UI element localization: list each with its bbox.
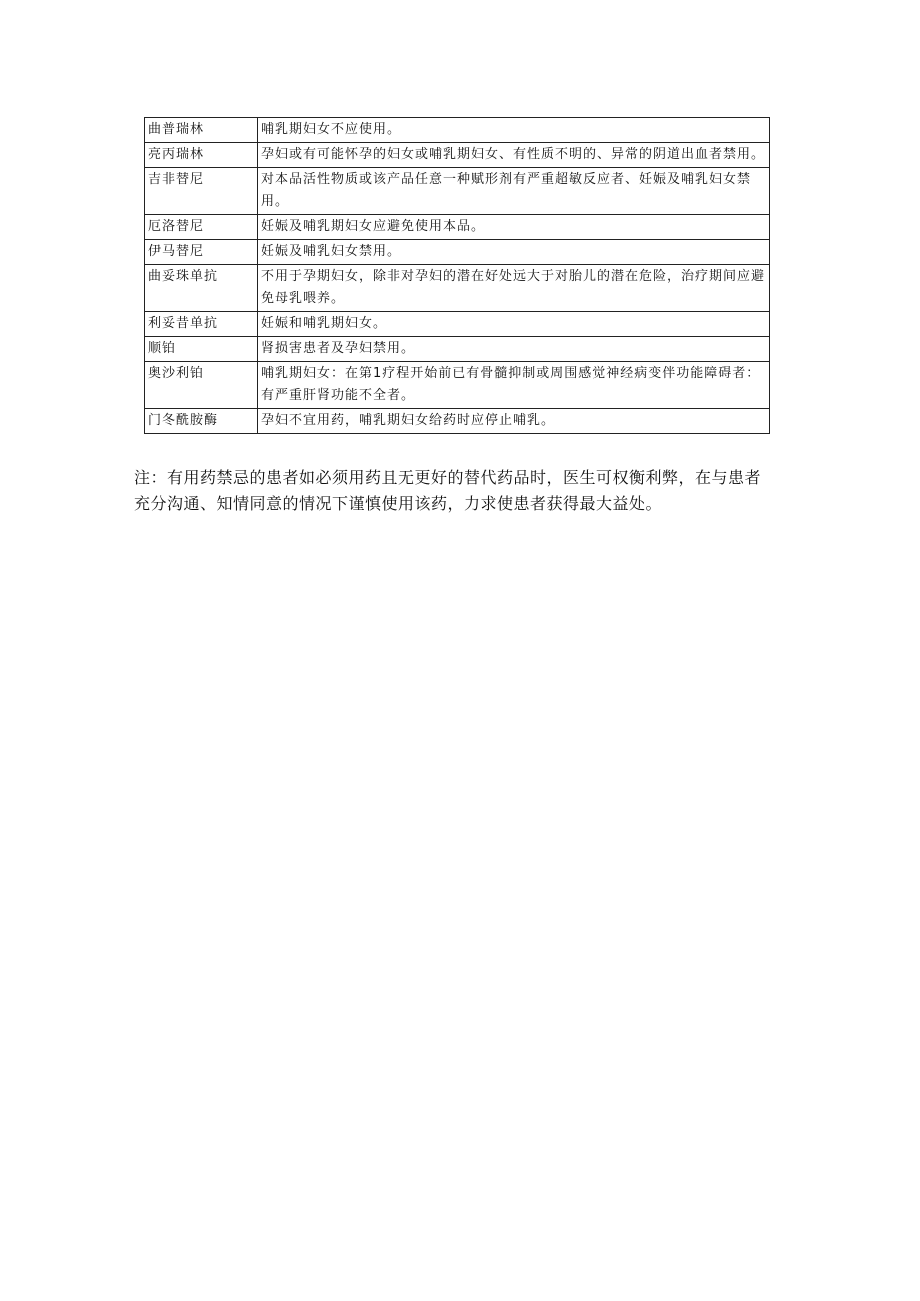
drug-name-cell: 利妥昔单抗 <box>145 312 258 337</box>
table-row <box>145 215 770 240</box>
table-row <box>145 265 770 312</box>
contraindication-table <box>144 117 770 434</box>
table-row <box>145 409 770 434</box>
contraindication-cell: 妊娠及哺乳期妇女应避免使用本品。 <box>258 215 770 240</box>
table-row <box>145 362 770 409</box>
drug-name-cell: 曲妥珠单抗 <box>145 265 258 312</box>
contraindication-cell: 哺乳期妇女不应使用。 <box>258 118 770 143</box>
contraindication-cell: 不用于孕期妇女，除非对孕妇的潜在好处远大于对胎儿的潜在危险，治疗期间应避免母乳喂养。 <box>258 265 770 312</box>
drug-name-cell: 门冬酰胺酶 <box>145 409 258 434</box>
drug-name-cell: 厄洛替尼 <box>145 215 258 240</box>
contraindication-cell: 妊娠及哺乳妇女禁用。 <box>258 240 770 265</box>
drug-name-cell: 顺铂 <box>145 337 258 362</box>
contraindication-cell: 哺乳期妇女：在第1疗程开始前已有骨髓抑制或周围感觉神经病变伴功能障碍者：有严重肝肾功能不全者。 <box>258 362 770 409</box>
contraindication-cell: 肾损害患者及孕妇禁用。 <box>258 337 770 362</box>
contraindication-cell: 孕妇不宜用药，哺乳期妇女给药时应停止哺乳。 <box>258 409 770 434</box>
drug-name-cell: 奥沙利铂 <box>145 362 258 409</box>
drug-name-cell: 亮丙瑞林 <box>145 143 258 168</box>
table-row <box>145 337 770 362</box>
table-row <box>145 168 770 215</box>
contraindication-cell: 妊娠和哺乳期妇女。 <box>258 312 770 337</box>
contraindication-cell: 对本品活性物质或该产品任意一种赋形剂有严重超敏反应者、妊娠及哺乳妇女禁用。 <box>258 168 770 215</box>
footnote: 注：有用药禁忌的患者如必须用药且无更好的替代药品时，医生可权衡利弊，在与患者充分沟通、知情同意的情况下谨慎使用该药，力求使患者获得最大益处。 <box>134 468 762 513</box>
contraindication-cell: 孕妇或有可能怀孕的妇女或哺乳期妇女、有性质不明的、异常的阴道出血者禁用。 <box>258 143 770 168</box>
drug-name-cell: 吉非替尼 <box>145 168 258 215</box>
table-row <box>145 118 770 143</box>
table-row <box>145 143 770 168</box>
drug-name-cell: 伊马替尼 <box>145 240 258 265</box>
table-row <box>145 312 770 337</box>
drug-name-cell: 曲普瑞林 <box>145 118 258 143</box>
table-row <box>145 240 770 265</box>
